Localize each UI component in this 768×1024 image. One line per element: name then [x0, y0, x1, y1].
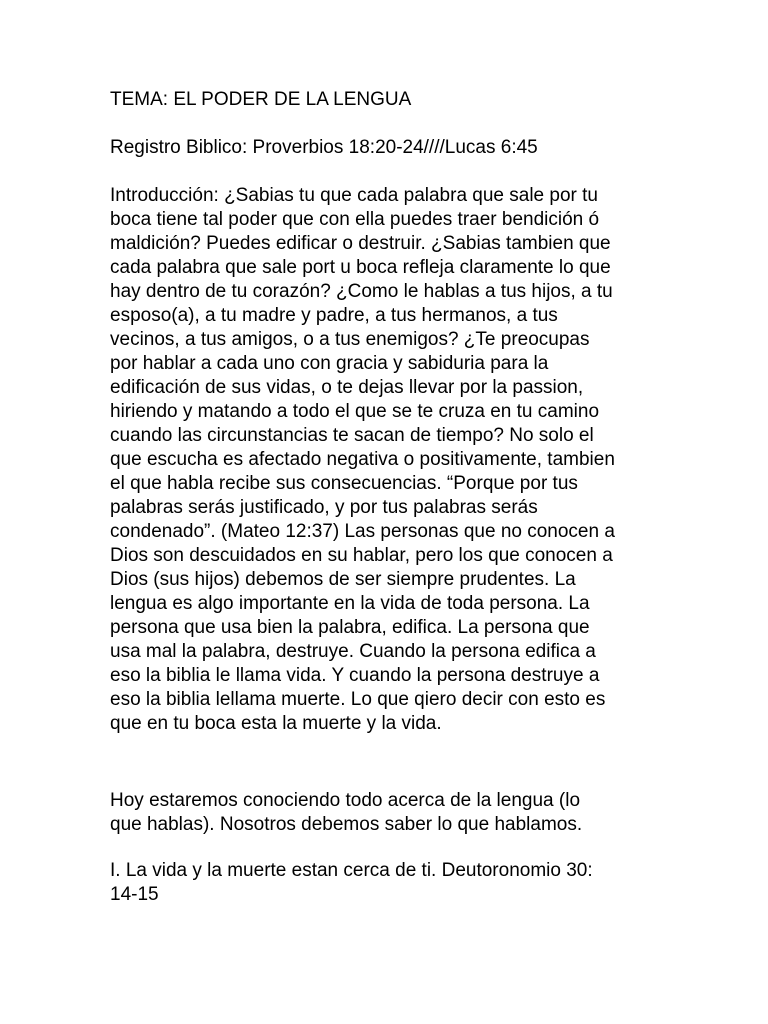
paragraph-line: que escucha es afectado negativa o positivamente, tambien [110, 449, 615, 470]
registro-biblico: Registro Biblico: Proverbios 18:20-24////Lucas 6:45 [110, 137, 538, 158]
paragraph-line: usa mal la palabra, destruye. Cuando la persona edifica a [110, 641, 596, 662]
paragraph-line: eso la biblia lellama muerte. Lo que qiero decir con esto es [110, 689, 606, 710]
paragraph-line: el que habla recibe sus consecuencias. “Porque por tus [110, 473, 578, 494]
paragraph-line: vecinos, a tus amigos, o a tus enemigos? ¿Te preocupas [110, 329, 590, 350]
paragraph-line: condenado”. (Mateo 12:37) Las personas que no conocen a [110, 521, 615, 542]
paragraph-line: por hablar a cada uno con gracia y sabiduria para la [110, 353, 549, 374]
paragraph-line: boca tiene tal poder que con ella puedes traer bendición ó [110, 209, 600, 230]
paragraph-line: persona que usa bien la palabra, edifica. La persona que [110, 617, 590, 638]
paragraph-line: I. La vida y la muerte estan cerca de ti. Deutoronomio 30: [110, 860, 593, 881]
paragraph-line: maldición? Puedes edificar o destruir. ¿Sabias tambien que [110, 233, 611, 254]
paragraph-line: Hoy estaremos conociendo todo acerca de la lengua (lo [110, 790, 581, 811]
paragraph-line: palabras serás justificado, y por tus palabras serás [110, 497, 538, 518]
paragraph-line: hay dentro de tu corazón? ¿Como le hablas a tus hijos, a tu [110, 281, 613, 302]
paragraph-line: cuando las circunstancias te sacan de tiempo? No solo el [110, 425, 594, 446]
paragraph-line: que hablas). Nosotros debemos saber lo que hablamos. [110, 814, 583, 835]
paragraph-line: que en tu boca esta la muerte y la vida. [110, 713, 442, 734]
paragraph-line: cada palabra que sale port u boca refleja claramente lo que [110, 257, 611, 278]
paragraph-line: Introducción: ¿Sabias tu que cada palabra que sale por tu [110, 185, 598, 206]
paragraph-line: esposo(a), a tu madre y padre, a tus hermanos, a tus [110, 305, 558, 326]
document-title: TEMA: EL PODER DE LA LENGUA [110, 89, 412, 110]
paragraph-line: lengua es algo importante en la vida de toda persona. La [110, 593, 590, 614]
paragraph-line: edificación de sus vidas, o te dejas llevar por la passion, [110, 377, 584, 398]
paragraph-line: eso la biblia le llama vida. Y cuando la persona destruye a [110, 665, 600, 686]
paragraph-line: 14-15 [110, 884, 159, 905]
paragraph-line: Dios (sus hijos) debemos de ser siempre prudentes. La [110, 569, 576, 590]
paragraph-line: Dios son descuidados en su hablar, pero los que conocen a [110, 545, 613, 566]
paragraph-line: hiriendo y matando a todo el que se te cruza en tu camino [110, 401, 600, 422]
